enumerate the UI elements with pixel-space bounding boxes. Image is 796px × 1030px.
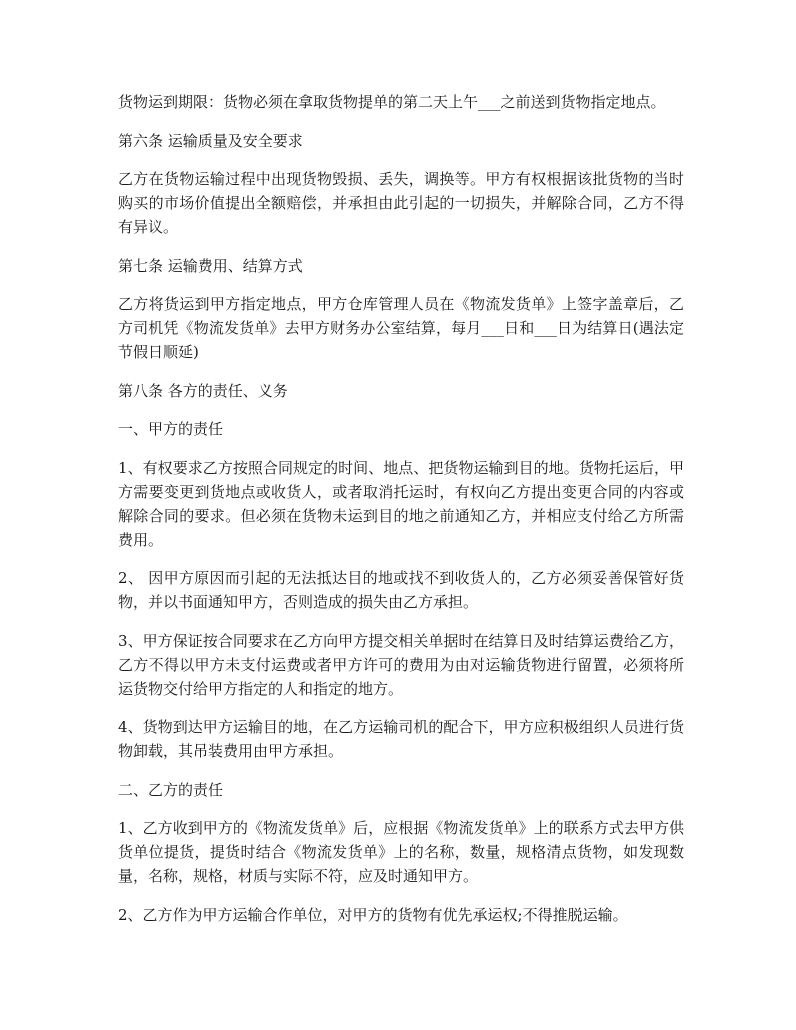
paragraph-party-a-item-3: 3、甲方保证按合同要求在乙方向甲方提交相关单据时在结算日及时结算运费给乙方，乙方不得以甲方未支付运费或者甲方许可的费用为由对运输货物进行留置，必须将所运货物交付给甲方指定的人和指定的地方。: [118, 631, 684, 698]
paragraph-party-a-item-1: 1、有权要求乙方按照合同规定的时间、地点、把货物运输到目的地。货物托运后，甲方需要变更到货地点或收货人，或者取消托运时，有权向乙方提出变更合同的内容或解除合同的要求。但必须在货物未运到目的地之前通知乙方，并相应支付给乙方所需费用。: [118, 458, 684, 549]
paragraph-party-a-item-2: 2、 因甲方原因而引起的无法抵达目的地或找不到收货人的，乙方必须妥善保管好货物，并以书面通知甲方，否则造成的损失由乙方承担。: [118, 569, 684, 611]
paragraph-transport-quality: 乙方在货物运输过程中出现货物毁损、丢失，调换等。甲方有权根据该批货物的当时购买的市场价值提出全额赔偿，并承担由此引起的一切损失，并解除合同，乙方不得有异议。: [118, 170, 684, 236]
paragraph-party-b-item-1: 1、乙方收到甲方的《物流发货单》后，应根据《物流发货单》上的联系方式去甲方供货单位提货，提货时结合《物流发货单》上的名称，数量，规格清点货物，如发现数量，名称，规格，材质与实际不符，应及时通知甲方。: [118, 819, 684, 885]
heading-article-7: 第七条 运输费用、结算方式: [118, 256, 303, 275]
heading-party-a-duties: 一、甲方的责任: [118, 420, 224, 438]
paragraph-party-b-item-2: 2、乙方作为甲方运输合作单位，对甲方的货物有优先承运权;不得推脱运输。: [118, 905, 628, 924]
heading-party-b-duties: 二、乙方的责任: [118, 780, 224, 799]
heading-article-6: 第六条 运输质量及安全要求: [118, 131, 303, 150]
paragraph-settlement: 乙方将货运到甲方指定地点，甲方仓库管理人员在《物流发货单》上签字盖章后，乙方司机凭《物流发货单》去甲方财务办公室结算，每月___日和___日为结算日(遇法定节假日顺延): [118, 295, 684, 361]
document-body: [118, 90, 684, 941]
heading-article-8: 第八条 各方的责任、义务: [118, 381, 288, 400]
paragraph-delivery-deadline: 货物运到期限：货物必须在拿取货物提单的第二天上午___之前送到货物指定地点。: [118, 93, 666, 111]
paragraph-party-a-item-4: 4、货物到达甲方运输目的地，在乙方运输司机的配合下，甲方应积极组织人员进行货物卸载，其吊装费用由甲方承担。: [118, 718, 684, 760]
